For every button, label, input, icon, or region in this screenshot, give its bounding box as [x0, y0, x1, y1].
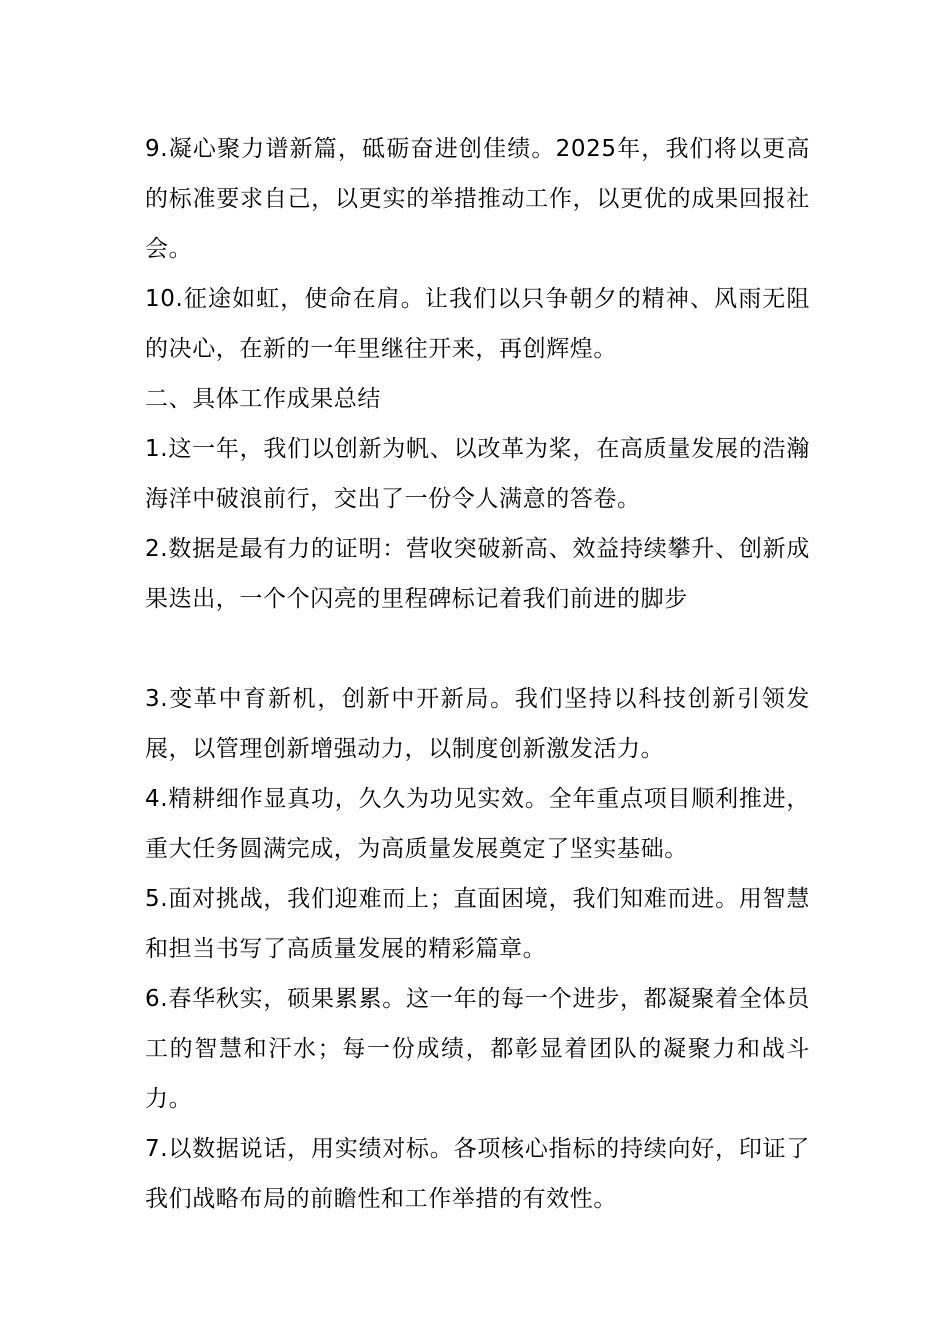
paragraph-2: 2.数据是最有力的证明：营收突破新高、效益持续攀升、创新成果迭出，一个个闪亮的里程碑标记着我们前进的脚步: [145, 536, 810, 612]
paragraph-1: 1.这一年，我们以创新为帆、以改革为桨，在高质量发展的浩瀚海洋中破浪前行，交出了一份令人满意的答卷。: [145, 436, 810, 512]
paragraph-10: 10.征途如虹，使命在肩。让我们以只争朝夕的精神、风雨无阻的决心，在新的一年里继往开来，再创辉煌。: [145, 286, 810, 362]
paragraph-3: 3.变革中育新机，创新中开新局。我们坚持以科技创新引领发展，以管理创新增强动力，以制度创新激发活力。: [145, 686, 810, 762]
paragraph-4: 4.精耕细作显真功，久久为功见实效。全年重点项目顺利推进，重大任务圆满完成，为高质量发展奠定了坚实基础。: [145, 786, 810, 862]
paragraph-5: 5.面对挑战，我们迎难而上；直面困境，我们知难而进。用智慧和担当书写了高质量发展的精彩篇章。: [145, 886, 810, 962]
paragraph-6: 6.春华秋实，硕果累累。这一年的每一个进步，都凝聚着全体员工的智慧和汗水；每一份成绩，都彰显着团队的凝聚力和战斗力。: [145, 986, 810, 1112]
paragraph-7: 7.以数据说话，用实绩对标。各项核心指标的持续向好，印证了我们战略布局的前瞻性和工作举措的有效性。: [145, 1136, 810, 1212]
paragraph-9: 9.凝心聚力谱新篇，砥砺奋进创佳绩。2025年，我们将以更高的标准要求自己，以更实的举措推动工作，以更优的成果回报社会。: [145, 136, 810, 262]
document-body: [145, 124, 810, 1224]
section-heading: 二、具体工作成果总结: [145, 386, 381, 412]
